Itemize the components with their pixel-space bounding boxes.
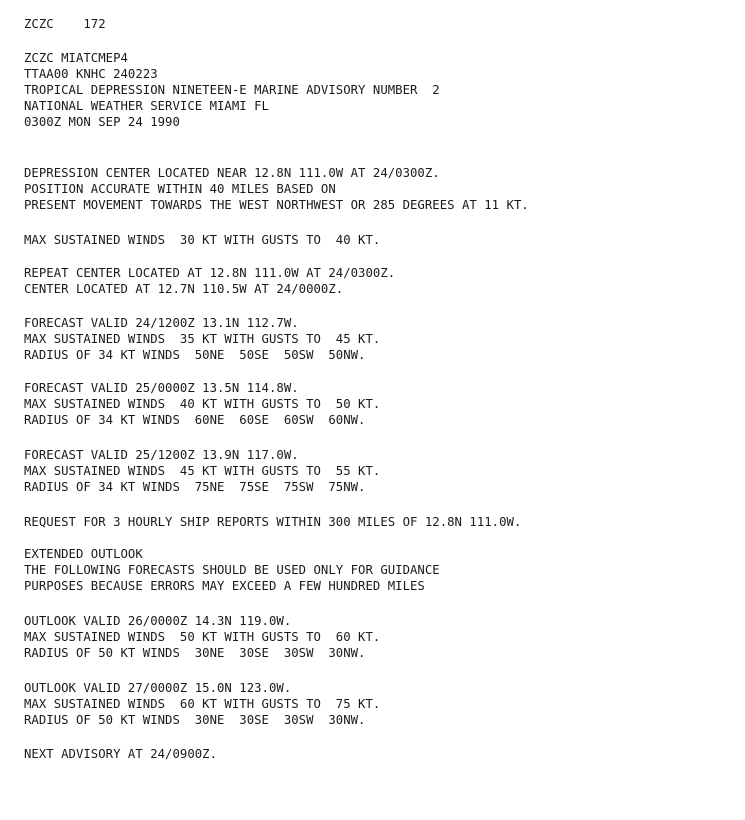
extended-outlook-title: EXTENDED OUTLOOK (24, 547, 143, 561)
forecast-2-valid: FORECAST VALID 25/0000Z 13.5N 114.8W. (24, 381, 299, 395)
outlook-2-valid: OUTLOOK VALID 27/0000Z 15.0N 123.0W. (24, 681, 292, 695)
outlook-1-valid: OUTLOOK VALID 26/0000Z 14.3N 119.0W. (24, 614, 292, 628)
next-advisory-line: NEXT ADVISORY AT 24/0900Z. (24, 747, 218, 761)
forecast-2-winds: MAX SUSTAINED WINDS 40 KT WITH GUSTS TO 50 KT. (24, 397, 381, 411)
header-zczc-line: ZCZC MIATCMEP4 (24, 51, 128, 65)
present-movement-line: PRESENT MOVEMENT TOWARDS THE WEST NORTHWEST OR 285 DEGREES AT 11 KT. (24, 198, 529, 212)
header-ttaa-line: TTAA00 KNHC 240223 (24, 67, 158, 81)
zczc-number-line: ZCZC 172 (24, 17, 106, 31)
forecast-3-radius: RADIUS OF 34 KT WINDS 75NE 75SE 75SW 75NW. (24, 480, 366, 494)
forecast-2-radius: RADIUS OF 34 KT WINDS 60NE 60SE 60SW 60NW. (24, 413, 366, 427)
position-accuracy-line: POSITION ACCURATE WITHIN 40 MILES BASED ON (24, 182, 336, 196)
outlook-2-winds: MAX SUSTAINED WINDS 60 KT WITH GUSTS TO 75 KT. (24, 697, 381, 711)
advisory-title: TROPICAL DEPRESSION NINETEEN-E MARINE ADVISORY NUMBER 2 (24, 83, 440, 97)
forecast-1-radius: RADIUS OF 34 KT WINDS 50NE 50SE 50SW 50NW. (24, 348, 366, 362)
center-location-line: DEPRESSION CENTER LOCATED NEAR 12.8N 111.0W AT 24/0300Z. (24, 166, 440, 180)
forecast-3-valid: FORECAST VALID 25/1200Z 13.9N 117.0W. (24, 448, 299, 462)
issue-time: 0300Z MON SEP 24 1990 (24, 115, 180, 129)
repeat-center-line: REPEAT CENTER LOCATED AT 12.8N 111.0W AT 24/0300Z. (24, 266, 396, 280)
outlook-2-radius: RADIUS OF 50 KT WINDS 30NE 30SE 30SW 30NW. (24, 713, 366, 727)
current-winds-line: MAX SUSTAINED WINDS 30 KT WITH GUSTS TO 40 KT. (24, 233, 381, 247)
extended-outlook-note-2: PURPOSES BECAUSE ERRORS MAY EXCEED A FEW HUNDRED MILES (24, 579, 425, 593)
forecast-1-valid: FORECAST VALID 24/1200Z 13.1N 112.7W. (24, 316, 299, 330)
previous-center-line: CENTER LOCATED AT 12.7N 110.5W AT 24/0000Z. (24, 282, 344, 296)
outlook-1-radius: RADIUS OF 50 KT WINDS 30NE 30SE 30SW 30NW. (24, 646, 366, 660)
issuing-office: NATIONAL WEATHER SERVICE MIAMI FL (24, 99, 269, 113)
extended-outlook-note-1: THE FOLLOWING FORECASTS SHOULD BE USED ONLY FOR GUIDANCE (24, 563, 440, 577)
forecast-3-winds: MAX SUSTAINED WINDS 45 KT WITH GUSTS TO 55 KT. (24, 464, 381, 478)
outlook-1-winds: MAX SUSTAINED WINDS 50 KT WITH GUSTS TO 60 KT. (24, 630, 381, 644)
forecast-1-winds: MAX SUSTAINED WINDS 35 KT WITH GUSTS TO 45 KT. (24, 332, 381, 346)
ship-reports-request: REQUEST FOR 3 HOURLY SHIP REPORTS WITHIN 300 MILES OF 12.8N 111.0W. (24, 515, 522, 529)
